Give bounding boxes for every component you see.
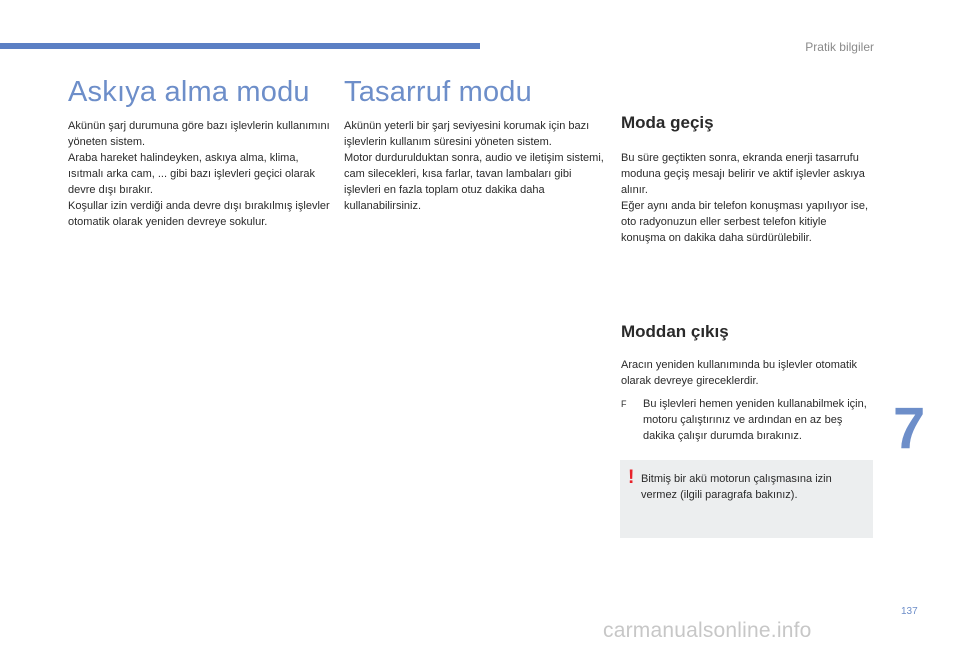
warning-note — [620, 460, 873, 538]
warning-exclamation-icon: ! — [628, 467, 635, 488]
header-accent-bar — [0, 43, 480, 49]
suspend-paragraph: Akünün şarj durumuna göre bazı işlevlerin kullanımını yöneten sistem. — [68, 120, 330, 148]
instruction-bullet — [621, 396, 873, 444]
section-title: Pratik bilgiler — [805, 40, 874, 54]
mode-exit-section — [621, 321, 873, 389]
warning-text: Bitmiş bir akü motorun çalışmasına izin vermez (ilgili paragrafa bakınız). — [641, 473, 832, 501]
economy-paragraph: Motor durdurulduktan sonra, audio ve iletişim sistemi, cam silecekleri, kısa farlar, tavan lambaları gibi işlevleri en fazla toplam otuz dakika daha kullanabilirsiniz. — [344, 152, 604, 212]
suspend-paragraph: Koşullar izin verdiği anda devre dışı bırakılmış işlevler otomatik olarak yeniden devreye sokulur. — [68, 200, 330, 228]
watermark: carmanualsonline.info — [603, 619, 812, 642]
bullet-arrow-icon: F — [621, 399, 627, 409]
economy-mode-column — [344, 76, 606, 214]
mode-exit-text: Aracın yeniden kullanımında bu işlevler otomatik olarak devreye gireceklerdir. — [621, 359, 858, 387]
economy-paragraph: Akünün yeterli bir şarj seviyesini korumak için bazı işlevlerin kullanım süresini yöneten sistem. — [344, 120, 590, 148]
mode-entry-title: Moda geçiş — [621, 113, 714, 132]
mode-exit-title: Moddan çıkış — [621, 322, 729, 341]
suspend-mode-text — [68, 118, 330, 230]
suspend-paragraph: Araba hareket halindeyken, askıya alma, klima, ısıtmalı arka cam, ... gibi bazı işlevleri geçici olarak devre dışı bırakır. — [68, 152, 315, 196]
mode-entry-paragraph: Bu süre geçtikten sonra, ekranda enerji tasarrufu moduna geçiş mesajı belirir ve aktif işlevler askıya alınır. — [621, 152, 865, 196]
economy-mode-text — [344, 118, 606, 214]
mode-entry-paragraph: Eğer aynı anda bir telefon konuşması yapılıyor ise, oto radyonuzun eller serbest telefon kitiyle konuşma on dakika daha sürdürülebilir. — [621, 200, 869, 244]
bullet-text: Bu işlevleri hemen yeniden kullanabilmek için, motoru çalıştırınız ve ardından en az beş dakika çalışır durumda bırakınız. — [643, 398, 867, 442]
mode-entry-section — [621, 112, 873, 246]
mode-entry-text — [621, 150, 873, 246]
suspend-mode-title: Askıya alma modu — [68, 76, 310, 108]
suspend-mode-column — [68, 76, 330, 230]
economy-mode-title: Tasarruf modu — [344, 76, 532, 108]
chapter-number: 7 — [893, 396, 926, 461]
page-number: 137 — [901, 606, 918, 617]
